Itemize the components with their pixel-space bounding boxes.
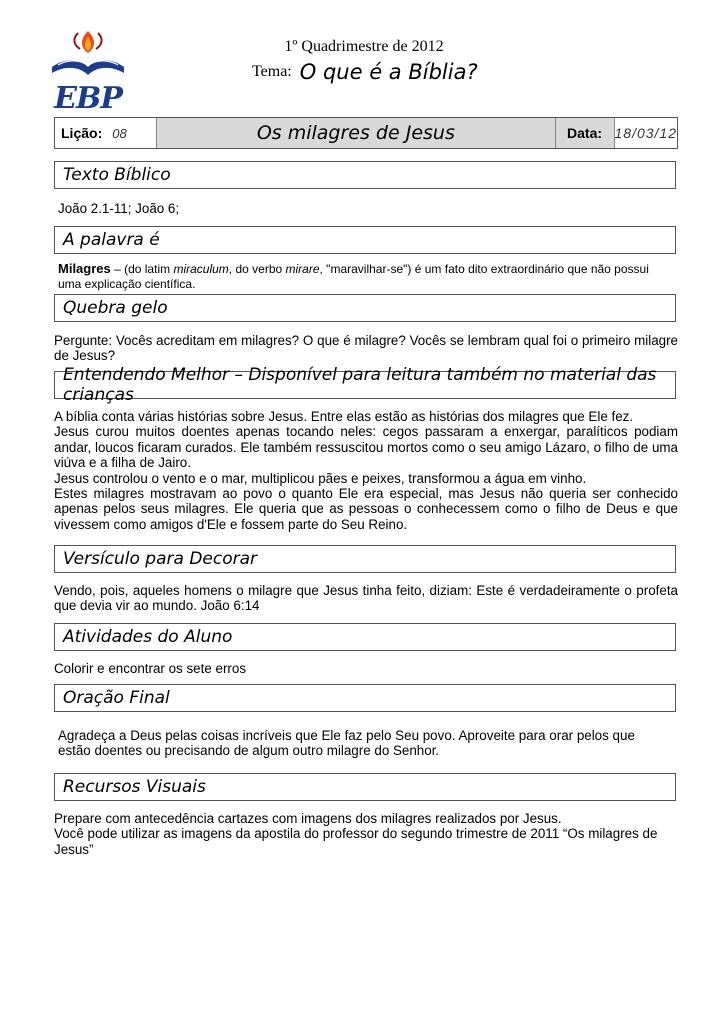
licao-cell [55, 118, 156, 148]
period-heading [0, 38, 728, 56]
a-palavra-mid: , do verbo [228, 262, 286, 276]
a-palavra-definition [58, 261, 658, 292]
a-palavra-dash: – (do latim [110, 262, 174, 276]
recursos-paragraph: Você pode utilizar as imagens da apostila do professor do segundo trimestre de 2011 “Os milagres de Jesus” [54, 826, 658, 857]
entendendo-paragraph: Estes milagres mostravam ao povo o quanto Ele era especial, mas Jesus não queria ser conhecido apenas pelos seus milagres. Ele queria que as pessoas o conhecessem como o filho de Deus e que vivessem como amigos d'Ele e fossem parte do Seu Reino. [54, 486, 678, 532]
section-title-versiculo: Versículo para Decorar [54, 545, 676, 573]
lesson-title: Os milagres de Jesus [156, 118, 556, 148]
section-title-recursos: Recursos Visuais [54, 773, 676, 801]
data-label: Data: [556, 118, 615, 148]
section-title-a-palavra: A palavra é [54, 226, 676, 254]
entendendo-paragraph: A bíblia conta várias histórias sobre Jesus. Entre elas estão as histórias dos milagres que Ele fez. [54, 409, 634, 424]
flame-book-icon [48, 27, 128, 87]
recursos-paragraph: Prepare com antecedência cartazes com imagens dos milagres realizados por Jesus. [54, 811, 562, 826]
section-title-atividades: Atividades do Aluno [54, 623, 676, 651]
a-palavra-latin1: miraculum [173, 262, 229, 276]
section-title-texto-biblico: Texto Bíblico [54, 161, 676, 189]
texto-biblico-text: João 2.1-11; João 6; [58, 201, 180, 216]
tema-value: O que é a Bíblia? [299, 60, 478, 84]
tema-label: Tema: [252, 63, 292, 80]
entendendo-paragraph: Jesus controlou o vento e o mar, multiplicou pães e peixes, transformou a água em vinho. [54, 470, 587, 486]
section-title-entendendo: Entendendo Melhor – Disponível para leitura também no material das crianças [54, 371, 676, 399]
tema-heading [252, 60, 478, 84]
logo-text: EBP [54, 81, 122, 116]
recursos-text [54, 811, 678, 857]
section-title-quebra-gelo: Quebra gelo [54, 294, 676, 322]
versiculo-text: Vendo, pois, aqueles homens o milagre que Jesus tinha feito, diziam: Este é verdadeiramente o profeta que devia vir ao mundo. João 6:14 [54, 583, 678, 614]
atividades-text: Colorir e encontrar os sete erros [54, 661, 247, 676]
entendendo-paragraph: Jesus curou muitos doentes apenas tocando neles: cegos passaram a enxergar, paralíticos podiam andar, loucos ficaram curados. Ele também ressuscitou mortos como o seu amigo Lázaro, o filho de uma viúva e a filha de Jairo. [54, 424, 678, 471]
a-palavra-latin2: mirare [285, 262, 320, 276]
a-palavra-term: Milagres [58, 261, 111, 276]
data-value: 18/03/12 [614, 125, 677, 141]
section-title-oracao: Oração Final [54, 684, 676, 712]
licao-number: 08 [112, 125, 127, 141]
quebra-gelo-text: Pergunte: Vocês acreditam em milagres? O que é milagre? Vocês se lembram qual foi o primeiro milagre de Jesus? [54, 333, 678, 364]
oracao-text: Agradeça a Deus pelas coisas incríveis que Ele faz pelo Seu povo. Aproveite para orar pelos que estão doentes ou precisando de algum outro milagre do Senhor. [58, 728, 635, 759]
lesson-info-bar [54, 117, 678, 149]
licao-label: Lição: [61, 125, 103, 141]
entendendo-text [54, 409, 678, 532]
period-text: 1º Quadrimestre de 2012 [284, 38, 444, 55]
a-palavra-rest: , "maravilhar-se") é um fato dito extraordinário que não possui uma explicação científica. [58, 262, 649, 291]
